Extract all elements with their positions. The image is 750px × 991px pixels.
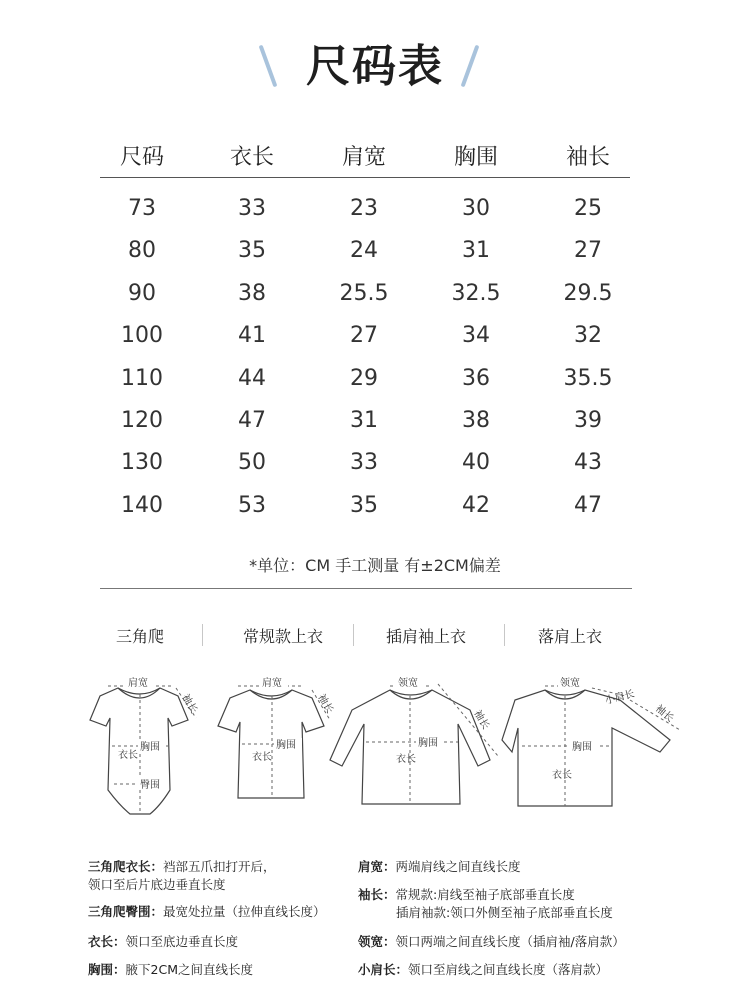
section-divider bbox=[100, 588, 632, 589]
header-sleeve: 袖长 bbox=[565, 145, 610, 170]
table-row bbox=[0, 493, 750, 523]
regular-label-length: 衣长 bbox=[252, 752, 272, 763]
drop-label-length: 衣长 bbox=[552, 770, 572, 781]
measurement-note: *单位：CM 手工测量 有±2CM偏差 bbox=[249, 556, 501, 575]
cell: 80 bbox=[128, 238, 156, 263]
cell: 44 bbox=[238, 366, 266, 391]
raglan-label-chest: 胸围 bbox=[418, 738, 438, 749]
cell: 30 bbox=[462, 196, 490, 221]
cell: 100 bbox=[121, 323, 163, 348]
title-area bbox=[0, 30, 750, 100]
header-length: 衣长 bbox=[229, 145, 274, 170]
cell: 42 bbox=[462, 493, 490, 518]
desc-shoulder bbox=[358, 858, 521, 876]
table-row bbox=[0, 450, 750, 480]
desc-term: 领宽： bbox=[358, 934, 396, 949]
cell: 27 bbox=[350, 323, 378, 348]
table-row bbox=[0, 281, 750, 311]
desc-text: 最宽处拉量（拉伸直线长度） bbox=[163, 904, 326, 919]
cell: 120 bbox=[121, 408, 163, 433]
cell: 53 bbox=[238, 493, 266, 518]
cell: 47 bbox=[574, 493, 602, 518]
table-row bbox=[0, 323, 750, 353]
raglan-label-collar: 领宽 bbox=[398, 678, 418, 689]
desc-text: 领口至底边垂直长度 bbox=[125, 934, 239, 949]
romper-label-chest: 胸围 bbox=[140, 742, 160, 753]
regular-label-sleeve: 袖长 bbox=[315, 692, 335, 716]
desc-term: 三角爬臀围： bbox=[88, 904, 164, 919]
cell: 32 bbox=[574, 323, 602, 348]
drop-label-small-shoulder: 小肩长 bbox=[603, 688, 636, 707]
cell: 33 bbox=[238, 196, 266, 221]
drop-label-chest: 胸围 bbox=[572, 742, 592, 753]
cell: 31 bbox=[350, 408, 378, 433]
desc-term: 小肩长： bbox=[358, 962, 409, 977]
garment-diagrams bbox=[0, 660, 750, 840]
page-title: 尺码表 bbox=[306, 41, 444, 92]
desc-text: 领口两端之间直线长度（插肩袖/落肩款） bbox=[395, 934, 625, 949]
cell: 40 bbox=[462, 450, 490, 475]
garment-illustrations bbox=[0, 660, 750, 840]
desc-text: 腋下2CM之间直线长度 bbox=[125, 962, 253, 977]
table-header bbox=[100, 140, 630, 174]
cell: 25.5 bbox=[339, 281, 389, 306]
cell: 31 bbox=[462, 238, 490, 263]
cell: 39 bbox=[574, 408, 602, 433]
desc-sleeve bbox=[358, 886, 613, 922]
regular-top-outline bbox=[218, 690, 324, 798]
desc-text-line2: 插肩袖款:领口外侧至袖子底部垂直长度 bbox=[396, 905, 613, 920]
cell: 140 bbox=[121, 493, 163, 518]
desc-term: 肩宽： bbox=[358, 859, 396, 874]
desc-text: 常规款:肩线至袖子底部垂直长度 bbox=[395, 887, 575, 902]
cell: 36 bbox=[462, 366, 490, 391]
cell: 41 bbox=[238, 323, 266, 348]
header-chest: 胸围 bbox=[453, 145, 498, 170]
cell: 73 bbox=[128, 196, 156, 221]
category-romper: 三角爬 bbox=[115, 627, 164, 646]
cell: 25 bbox=[574, 196, 602, 221]
romper-label-length: 衣长 bbox=[118, 750, 138, 761]
desc-romper-hip bbox=[88, 903, 326, 921]
desc-small-shoulder bbox=[358, 961, 608, 979]
category-drop-shoulder-top: 落肩上衣 bbox=[537, 627, 602, 646]
raglan-label-length: 衣长 bbox=[396, 754, 416, 765]
cell: 35 bbox=[238, 238, 266, 263]
category-divider bbox=[353, 624, 354, 646]
header-shoulder: 肩宽 bbox=[341, 145, 386, 170]
cell: 33 bbox=[350, 450, 378, 475]
cell: 34 bbox=[462, 323, 490, 348]
desc-text: 两端肩线之间直线长度 bbox=[395, 859, 521, 874]
desc-term: 胸围： bbox=[88, 962, 126, 977]
romper-label-shoulder: 肩宽 bbox=[128, 678, 148, 689]
header-divider bbox=[100, 177, 630, 178]
cell: 23 bbox=[350, 196, 378, 221]
table-row bbox=[0, 196, 750, 226]
cell: 24 bbox=[350, 238, 378, 263]
regular-label-shoulder: 肩宽 bbox=[262, 678, 282, 689]
category-raglan-top: 插肩袖上衣 bbox=[385, 627, 466, 646]
desc-length bbox=[88, 933, 238, 951]
desc-text: 裆部五爪扣打开后， bbox=[163, 859, 276, 874]
raglan-label-sleeve: 袖长 bbox=[471, 708, 491, 732]
cell: 90 bbox=[128, 281, 156, 306]
cell: 38 bbox=[238, 281, 266, 306]
desc-romper-length bbox=[88, 858, 276, 894]
cell: 29 bbox=[350, 366, 378, 391]
cell: 47 bbox=[238, 408, 266, 433]
desc-text-line2: 领口至后片底边垂直长度 bbox=[88, 877, 226, 892]
desc-text: 领口至肩线之间直线长度（落肩款） bbox=[408, 962, 609, 977]
desc-term: 三角爬衣长： bbox=[88, 859, 164, 874]
cell: 43 bbox=[574, 450, 602, 475]
drop-label-collar: 领宽 bbox=[560, 678, 580, 689]
cell: 35 bbox=[350, 493, 378, 518]
cell: 38 bbox=[462, 408, 490, 433]
desc-term: 袖长： bbox=[358, 887, 396, 902]
header-size: 尺码 bbox=[119, 145, 164, 170]
desc-chest bbox=[88, 961, 253, 979]
table-row bbox=[0, 238, 750, 268]
cell: 27 bbox=[574, 238, 602, 263]
romper-label-hip: 臀围 bbox=[140, 780, 160, 791]
regular-label-chest: 胸围 bbox=[276, 740, 296, 751]
cell: 50 bbox=[238, 450, 266, 475]
cell: 110 bbox=[121, 366, 163, 391]
cell: 29.5 bbox=[563, 281, 613, 306]
table-row bbox=[0, 408, 750, 438]
cell: 35.5 bbox=[563, 366, 613, 391]
cell: 130 bbox=[121, 450, 163, 475]
drop-label-sleeve: 袖长 bbox=[653, 703, 676, 725]
desc-term: 衣长： bbox=[88, 934, 126, 949]
category-regular-top: 常规款上衣 bbox=[242, 627, 323, 646]
romper-label-sleeve: 袖长 bbox=[179, 692, 199, 716]
cell: 32.5 bbox=[451, 281, 501, 306]
category-divider bbox=[202, 624, 203, 646]
table-row bbox=[0, 366, 750, 396]
desc-collar bbox=[358, 933, 625, 951]
